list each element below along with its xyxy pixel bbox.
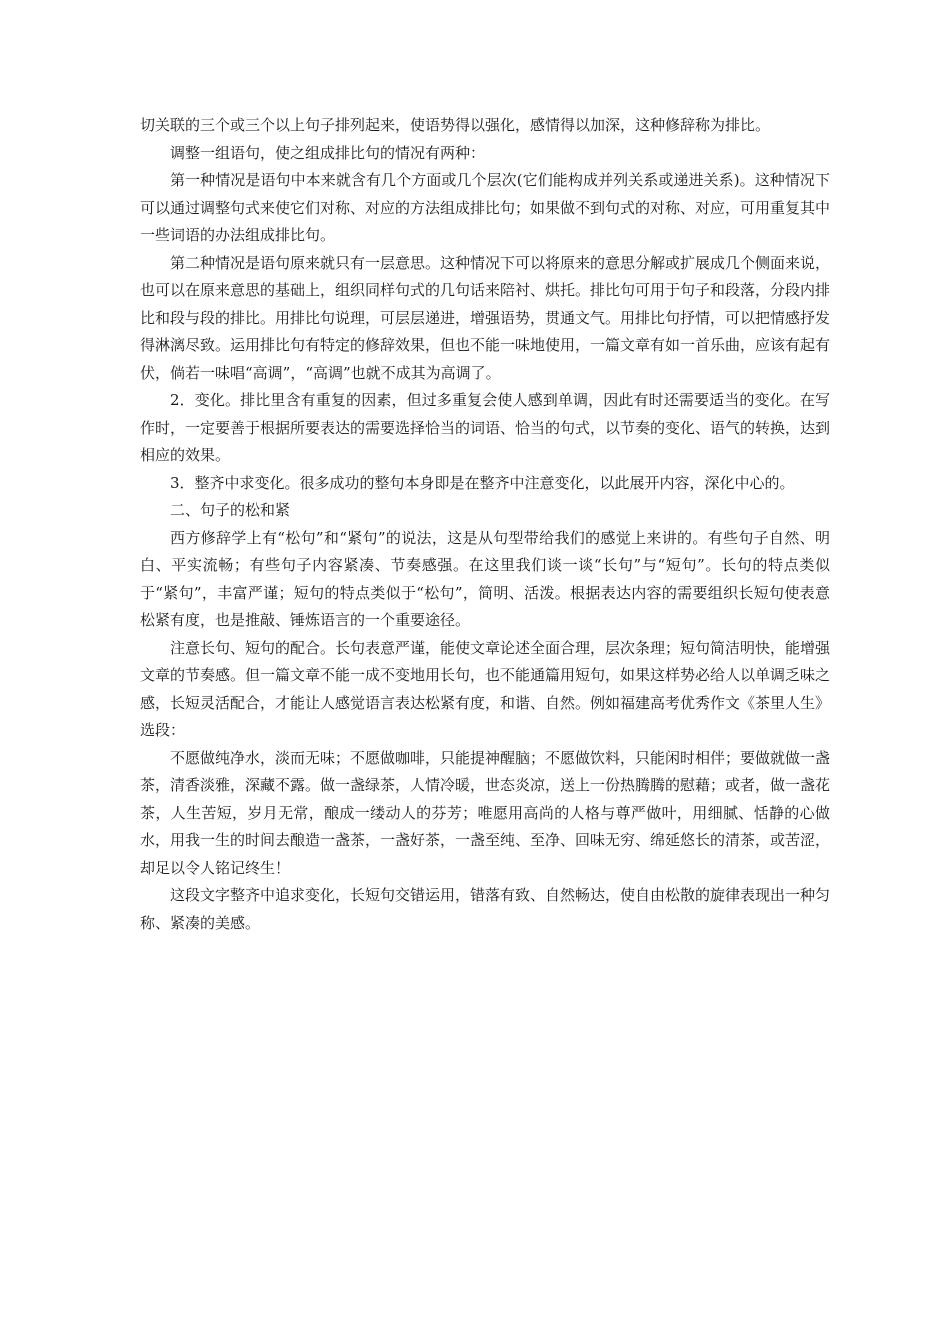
paragraph: 这段文字整齐中追求变化，长短句交错运用，错落有致、自然畅达，使自由松散的旋律表现出一种匀称、紧凑的美感。 <box>140 886 831 932</box>
paragraph: 调整一组语句，使之组成排比句的情况有两种： <box>170 143 486 162</box>
paragraph: 2．变化。排比里含有重复的因素，但过多重复会使人感到单调，因此有时还需要适当的变化。在写作时，一定要善于根据所要表达的需要选择恰当的词语、恰当的句式，以节奏的变化、语气的转换，达到相应的效果。 <box>140 391 831 464</box>
paragraph: 切关联的三个或三个以上句子排列起来，使语势得以强化，感情得以加深，这种修辞称为排比。 <box>140 116 771 134</box>
quoted-excerpt: 不愿做纯净水，淡而无味；不愿做咖啡，只能提神醒脑；不愿做饮料，只能闲时相伴；要做就做一盏茶，清香淡雅，深藏不露。做一盏绿茶，人情冷暖，世态炎凉，送上一份热腾腾的慰藉；或者，做一盏花茶，人生苦短，岁月无常，酿成一缕动人的芬芳；唯愿用高尚的人格与尊严做叶，用细腻、恬静的心做水，用我一生的时间去酿造一盏茶，一盏好茶，一盏至纯、至净、回味无穷、绵延悠长的清茶，或苦涩，却足以令人铭记终生！ <box>140 748 831 877</box>
section-heading: 二、句子的松和紧 <box>170 501 291 519</box>
paragraph: 第二种情况是语句原来就只有一层意思。这种情况下可以将原来的意思分解或扩展成几个侧面来说，也可以在原来意思的基础上，组织同样句式的几句话来陪衬、烘托。排比句可用于句子和段落，分段内排比和段与段的排比。用排比句说理，可层层递进，增强语势，贯通文气。用排比句抒情，可以把情感抒发得淋漓尽致。运用排比句有特定的修辞效果，但也不能一味地使用，一篇文章有如一首乐曲，应该有起有伏，倘若一味唱“高调”，“高调”也就不成其为高调了。 <box>140 253 831 382</box>
paragraph: 西方修辞学上有“松句”和“紧句”的说法，这是从句型带给我们的感觉上来讲的。有些句子自然、明白、平实流畅；有些句子内容紧凑、节奏感强。在这里我们谈一谈“长句”与“短句”。长句的特点类似于“紧句”，丰富严谨；短句的特点类似于“松句”，简明、活泼。根据表达内容的需要组织长短句使表意松紧有度，也是推敲、锤炼语言的一个重要途径。 <box>140 528 830 629</box>
paragraph: 第一种情况是语句中本来就含有几个方面或几个层次(它们能构成并列关系或递进关系)。这种情况下可以通过调整句式来使它们对称、对应的方法组成排比句；如果做不到句式的对称、对应，可用重复其中一些词语的办法组成排比句。 <box>140 171 831 244</box>
paragraph: 注意长句、短句的配合。长句表意严谨，能使文章论述全面合理，层次条理；短句简洁明快，能增强文章的节奏感。但一篇文章不能一成不变地用长句，也不能通篇用短句，如果这样势必给人以单调乏味之感，长短灵活配合，才能让人感觉语言表达松紧有度，和谐、自然。例如福建高考优秀作文《茶里人生》选段： <box>140 638 831 739</box>
paragraph: 3．整齐中求变化。很多成功的整句本身即是在整齐中注意变化，以此展开内容，深化中心的。 <box>170 473 795 492</box>
